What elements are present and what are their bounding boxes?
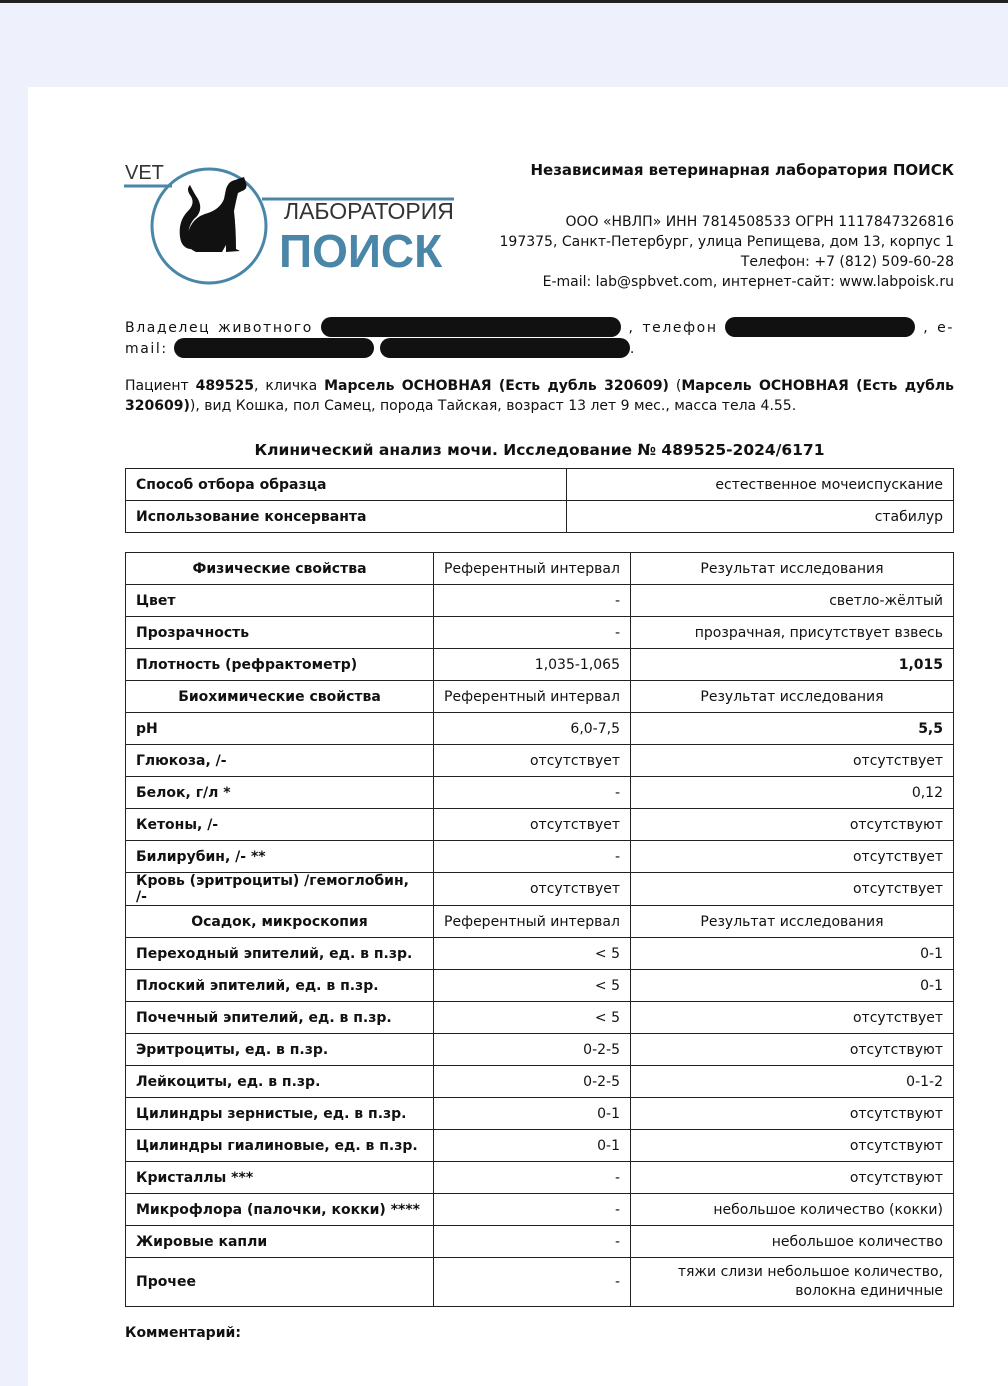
res-header: Результат исследования xyxy=(631,906,954,938)
table-row xyxy=(126,970,954,1002)
row-name: Цвет xyxy=(126,585,434,617)
row-ref: - xyxy=(434,1258,631,1307)
row-name: Прозрачность xyxy=(126,617,434,649)
table-row xyxy=(126,1258,954,1307)
ref-header: Референтный интервал xyxy=(434,553,631,585)
row-res: прозрачная, присутствует взвесь xyxy=(631,617,954,649)
lab-logo xyxy=(124,159,454,289)
sample-method-value: естественное мочеиспускание xyxy=(567,469,954,501)
row-res: отсутствуют xyxy=(631,1130,954,1162)
table-row xyxy=(126,617,954,649)
table-row xyxy=(126,745,954,777)
table-row xyxy=(126,1034,954,1066)
sample-table xyxy=(125,468,954,533)
logo-line2-text: ПОИСК xyxy=(279,225,443,277)
row-name: Цилиндры зернистые, ед. в п.зр. xyxy=(126,1098,434,1130)
row-ref: 0-1 xyxy=(434,1098,631,1130)
row-res: 0-1 xyxy=(631,970,954,1002)
table-row xyxy=(126,501,954,533)
table-row xyxy=(126,649,954,681)
row-ref: < 5 xyxy=(434,1002,631,1034)
row-name: Почечный эпителий, ед. в п.зр. xyxy=(126,1002,434,1034)
table-row xyxy=(126,1162,954,1194)
row-name: pH xyxy=(126,713,434,745)
row-res: отсутствует xyxy=(631,745,954,777)
row-ref: - xyxy=(434,1162,631,1194)
row-name: Эритроциты, ед. в п.зр. xyxy=(126,1034,434,1066)
results-table xyxy=(125,552,954,1307)
row-res-abnormal: 5,5 xyxy=(631,713,954,745)
patient-id: 489525 xyxy=(195,378,255,394)
row-ref: - xyxy=(434,841,631,873)
patient-info: Пациент 489525, кличка Марсель ОСНОВНАЯ (Есть дубль 320609) (Марсель ОСНОВНАЯ (Есть дубль 320609)), вид Кошка, пол Самец, порода Тайская, возраст 13 лет 9 мес., масса тела 4.55. xyxy=(125,378,955,414)
row-ref: 0-1 xyxy=(434,1130,631,1162)
lab-address-line: 197375, Санкт-Петербург, улица Репищева, дом 13, корпус 1 xyxy=(499,234,954,250)
row-ref: отсутствует xyxy=(434,873,631,906)
row-name: Жировые капли xyxy=(126,1226,434,1258)
table-row xyxy=(126,841,954,873)
row-res: отсутствует xyxy=(631,873,954,906)
row-res-line1: тяжи слизи небольшое количество, xyxy=(677,1264,943,1280)
redacted-address xyxy=(380,338,630,358)
row-res-line2: волокна единичные xyxy=(795,1283,943,1299)
section-title: Физические свойства xyxy=(126,553,434,585)
row-res: небольшое количество (кокки) xyxy=(631,1194,954,1226)
owner-info xyxy=(125,317,954,359)
table-row xyxy=(126,1098,954,1130)
redacted-email xyxy=(174,338,374,358)
row-ref: отсутствует xyxy=(434,809,631,841)
table-row xyxy=(126,873,954,906)
row-res: отсутствует xyxy=(631,1002,954,1034)
row-name: Плотность (рефрактометр) xyxy=(126,649,434,681)
row-res: 0-1 xyxy=(631,938,954,970)
redacted-name xyxy=(321,317,621,337)
row-name: Лейкоциты, ед. в п.зр. xyxy=(126,1066,434,1098)
table-row xyxy=(126,585,954,617)
row-ref: - xyxy=(434,585,631,617)
row-ref: < 5 xyxy=(434,938,631,970)
row-res: отсутствуют xyxy=(631,1098,954,1130)
ref-header: Референтный интервал xyxy=(434,906,631,938)
row-name: Переходный эпителий, ед. в п.зр. xyxy=(126,938,434,970)
table-row xyxy=(126,938,954,970)
row-ref: - xyxy=(434,777,631,809)
row-ref: отсутствует xyxy=(434,745,631,777)
row-name: Билирубин, /- ** xyxy=(126,841,434,873)
row-res: отсутствуют xyxy=(631,1034,954,1066)
section-header-row xyxy=(126,553,954,585)
row-name: Кристаллы *** xyxy=(126,1162,434,1194)
row-name: Белок, г/л * xyxy=(126,777,434,809)
lab-contacts xyxy=(500,212,954,292)
lab-phone-line: Телефон: +7 (812) 509-60-28 xyxy=(740,254,954,270)
row-ref: 0-2-5 xyxy=(434,1066,631,1098)
row-name: Плоский эпителий, ед. в п.зр. xyxy=(126,970,434,1002)
row-ref: 0-2-5 xyxy=(434,1034,631,1066)
email-label: , e-mail: xyxy=(125,320,954,357)
row-ref: 6,0-7,5 xyxy=(434,713,631,745)
row-ref: - xyxy=(434,1226,631,1258)
row-res: 0-1-2 xyxy=(631,1066,954,1098)
row-name: Микрофлора (палочки, кокки) **** xyxy=(126,1194,434,1226)
table-row xyxy=(126,1066,954,1098)
section-header-row xyxy=(126,906,954,938)
row-res xyxy=(631,1258,954,1307)
lab-email-line: E-mail: lab@spbvet.com, интернет-сайт: www.labpoisk.ru xyxy=(542,274,954,290)
preservative-value: стабилур xyxy=(567,501,954,533)
row-name: Кровь (эритроциты) /гемоглобин, /- xyxy=(126,873,434,906)
document-title: Клинический анализ мочи. Исследование № 489525-2024/6171 xyxy=(254,441,825,459)
res-header: Результат исследования xyxy=(631,681,954,713)
logo-line1-text: ЛАБОРАТОРИЯ xyxy=(284,198,454,224)
redacted-phone xyxy=(725,317,915,337)
sample-method-label: Способ отбора образца xyxy=(126,469,567,501)
row-res: отсутствует xyxy=(631,841,954,873)
lab-title: Независимая ветеринарная лаборатория ПОИСК xyxy=(530,161,954,179)
table-row xyxy=(126,1130,954,1162)
row-name: Прочее xyxy=(126,1258,434,1307)
preservative-label: Использование консерванта xyxy=(126,501,567,533)
phone-label: , телефон xyxy=(628,320,718,336)
top-border xyxy=(0,0,1008,3)
patient-prefix: Пациент xyxy=(125,378,196,394)
row-res: отсутствуют xyxy=(631,809,954,841)
table-row xyxy=(126,809,954,841)
section-title: Биохимические свойства xyxy=(126,681,434,713)
owner-end: . xyxy=(629,341,636,357)
document-page xyxy=(28,87,1008,1386)
table-row xyxy=(126,777,954,809)
table-row xyxy=(126,1002,954,1034)
comment-label: Комментарий: xyxy=(125,1325,241,1341)
owner-label: Владелец животного xyxy=(125,320,313,336)
row-res: светло-жёлтый xyxy=(631,585,954,617)
row-ref: - xyxy=(434,617,631,649)
row-ref: 1,035-1,065 xyxy=(434,649,631,681)
table-row xyxy=(126,469,954,501)
table-row xyxy=(126,713,954,745)
row-name: Кетоны, /- xyxy=(126,809,434,841)
row-res: небольшое количество xyxy=(631,1226,954,1258)
row-name: Глюкоза, /- xyxy=(126,745,434,777)
nick-label: , кличка xyxy=(254,378,325,394)
patient-nick-duplicate: Марсель ОСНОВНАЯ (Есть дубль 320609) xyxy=(125,378,955,414)
cat-silhouette-icon xyxy=(180,177,247,252)
row-res: отсутствуют xyxy=(631,1162,954,1194)
section-header-row xyxy=(126,681,954,713)
table-row xyxy=(126,1194,954,1226)
row-ref: < 5 xyxy=(434,970,631,1002)
section-title: Осадок, микроскопия xyxy=(126,906,434,938)
row-ref: - xyxy=(434,1194,631,1226)
patient-nick: Марсель ОСНОВНАЯ (Есть дубль 320609) xyxy=(324,378,669,394)
logo-vet-text: VET xyxy=(125,162,164,184)
row-res: 0,12 xyxy=(631,777,954,809)
res-header: Результат исследования xyxy=(631,553,954,585)
lab-reg-line: ООО «НВЛП» ИНН 7814508533 ОГРН 1117847326816 xyxy=(565,214,954,230)
row-res-abnormal: 1,015 xyxy=(631,649,954,681)
row-name: Цилиндры гиалиновые, ед. в п.зр. xyxy=(126,1130,434,1162)
ref-header: Референтный интервал xyxy=(434,681,631,713)
table-row xyxy=(126,1226,954,1258)
patient-details: ), вид Кошка, пол Самец, порода Тайская, возраст 13 лет 9 мес., масса тела 4.55. xyxy=(189,398,797,414)
